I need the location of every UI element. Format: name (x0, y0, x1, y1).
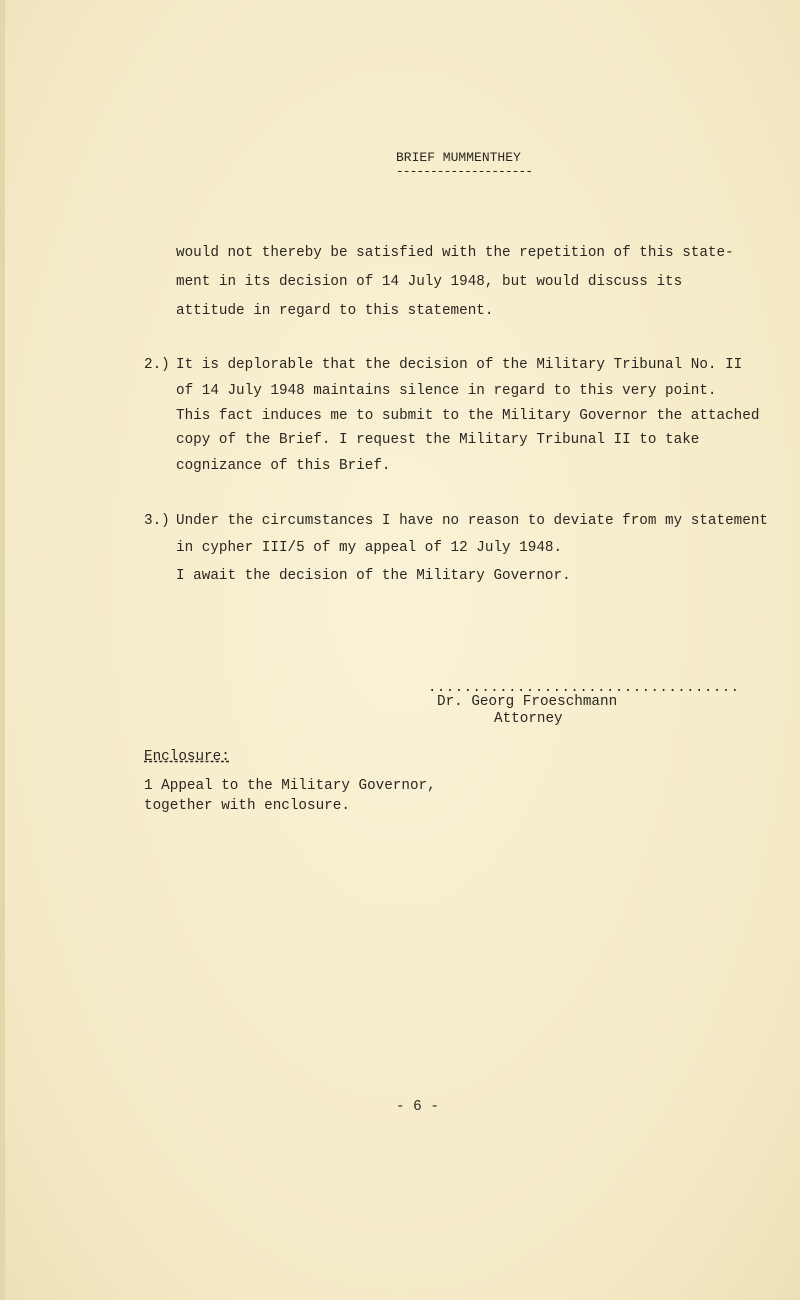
enclosure-line: together with enclosure. (144, 798, 350, 814)
continuation-line: attitude in regard to this statement. (176, 303, 494, 319)
signatory-title: Attorney (494, 711, 563, 727)
signature-line: ................................... (428, 680, 740, 696)
paragraph-line: of 14 July 1948 maintains silence in regard to this very point. (176, 383, 717, 399)
header-underline: -------------------- (396, 164, 533, 179)
paragraph-line: This fact induces me to submit to the Military Governor the attached (176, 408, 760, 424)
paragraph-line: cognizance of this Brief. (176, 458, 391, 474)
paragraph-line: Under the circumstances I have no reason to deviate from my statement (176, 513, 768, 529)
paragraph-line: copy of the Brief. I request the Military Tribunal II to take (176, 432, 700, 448)
header-title: BRIEF MUMMENTHEY (396, 150, 521, 165)
paragraph-line: in cypher III/5 of my appeal of 12 July 1948. (176, 540, 563, 556)
page-edge (0, 0, 5, 1300)
paragraph-number: 2.) (144, 357, 170, 373)
page-number: - 6 - (396, 1099, 439, 1115)
continuation-line: would not thereby be satisfied with the repetition of this state- (176, 245, 734, 261)
continuation-line: ment in its decision of 14 July 1948, but would discuss its (176, 274, 683, 290)
signatory-name: Dr. Georg Froeschmann (437, 694, 618, 710)
paragraph-number: 3.) (144, 513, 170, 529)
enclosure-line: 1 Appeal to the Military Governor, (144, 778, 436, 794)
paragraph-line: I await the decision of the Military Governor. (176, 568, 571, 584)
paragraph-line: It is deplorable that the decision of the Military Tribunal No. II (176, 357, 743, 373)
enclosure-heading: Enclosure: (144, 749, 230, 765)
